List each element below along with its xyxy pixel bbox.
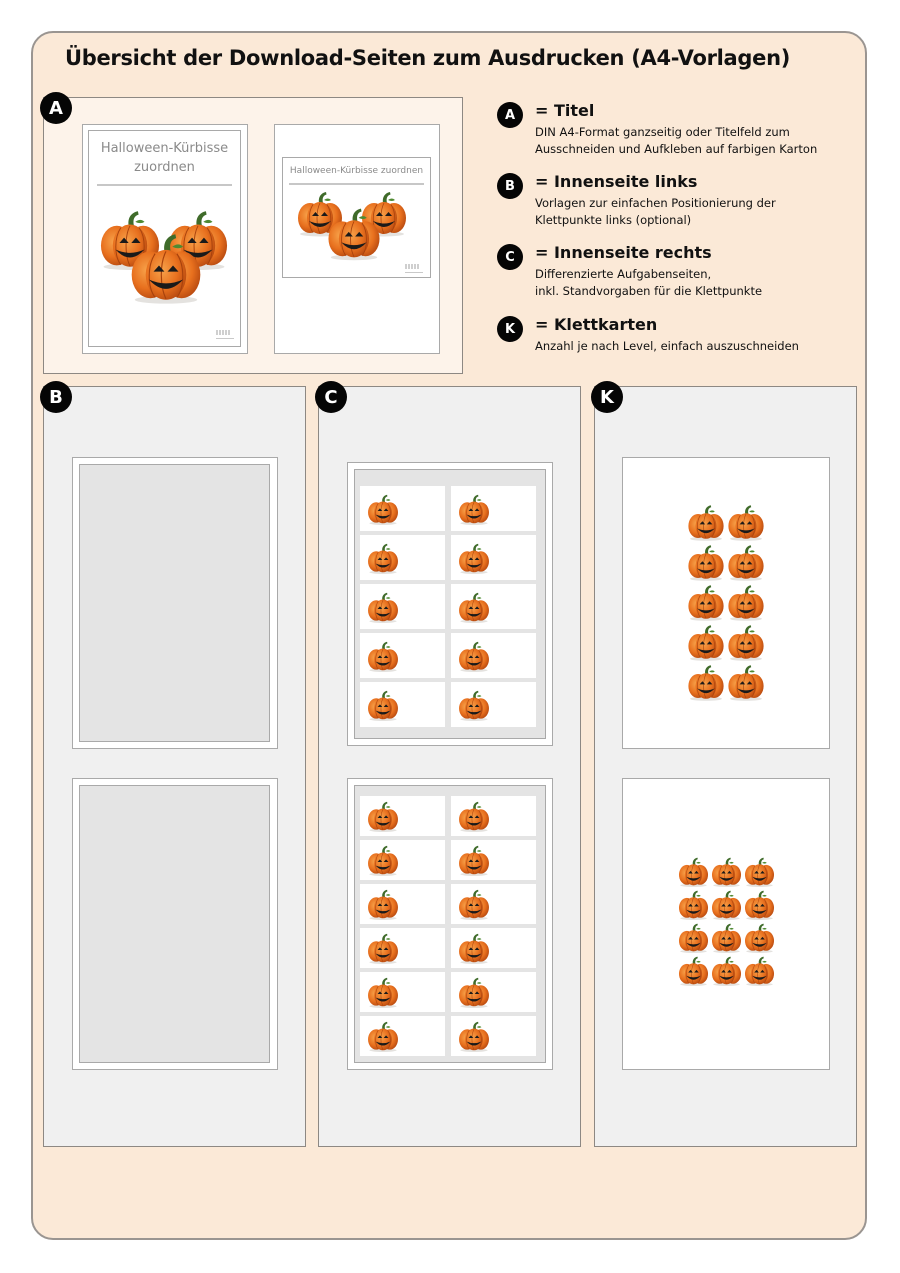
pumpkin-icon xyxy=(686,582,726,622)
pumpkin-icon xyxy=(366,931,400,965)
pumpkin-icon xyxy=(325,204,383,262)
b-template-area xyxy=(79,785,270,1063)
pumpkin-icon xyxy=(726,582,766,622)
publisher-logo-icon xyxy=(216,328,234,339)
pumpkin-icon xyxy=(710,888,743,921)
legend-line: Ausschneiden und Aufkleben auf farbigen Karton xyxy=(535,142,818,156)
task-card-slot xyxy=(451,884,536,924)
task-card-slot xyxy=(451,796,536,836)
pumpkin-icon xyxy=(677,921,710,954)
pumpkin-icon xyxy=(457,590,491,624)
pumpkin-icon xyxy=(726,662,766,702)
publisher-logo-icon xyxy=(405,262,423,273)
pumpkin-icon xyxy=(457,1019,491,1053)
badge-c: C xyxy=(315,381,347,413)
title-field-divider xyxy=(289,183,424,185)
task-card-slot xyxy=(451,633,536,678)
legend-line: Klettpunkte links (optional) xyxy=(535,213,692,227)
legend-line: inkl. Standvorgaben für die Klettpunkte xyxy=(535,284,763,298)
title-field xyxy=(282,157,431,278)
pumpkin-icon xyxy=(710,954,743,987)
pumpkin-icon xyxy=(366,887,400,921)
section-k-velcro-cards xyxy=(594,386,857,1147)
pumpkin-icon xyxy=(366,1019,400,1053)
task-card-slot xyxy=(360,796,445,836)
legend-heading: = Titel xyxy=(535,101,595,120)
section-c-right-pages xyxy=(318,386,581,1147)
pumpkin-icon xyxy=(457,541,491,575)
task-card-slot xyxy=(360,1016,445,1056)
cover-page-title-field xyxy=(274,124,440,354)
c-task-grid xyxy=(354,469,546,739)
pumpkin-icon xyxy=(457,639,491,673)
task-card-slot xyxy=(360,535,445,580)
pumpkin-icon xyxy=(710,921,743,954)
pumpkin-icon xyxy=(457,492,491,526)
pumpkin-icon xyxy=(457,688,491,722)
task-card-slot xyxy=(451,682,536,727)
cover-page-inner xyxy=(88,130,241,347)
task-card-slot xyxy=(360,928,445,968)
pumpkin-icon xyxy=(726,622,766,662)
pumpkin-icon xyxy=(743,954,776,987)
page-title: Übersicht der Download-Seiten zum Ausdrucken (A4-Vorlagen) xyxy=(65,46,791,70)
cover-divider xyxy=(97,184,232,186)
pumpkin-icon xyxy=(726,542,766,582)
b-template-area xyxy=(79,464,270,742)
c-task-page-2 xyxy=(347,778,553,1070)
pumpkin-icon xyxy=(366,975,400,1009)
legend-badge-b: B xyxy=(497,173,523,199)
k-cards-page-1 xyxy=(622,457,830,749)
pumpkin-icon xyxy=(743,921,776,954)
task-card-slot xyxy=(360,486,445,531)
badge-k: K xyxy=(591,381,623,413)
task-card-slot xyxy=(451,584,536,629)
cover-title-line1: Halloween-Kürbisse xyxy=(100,141,229,156)
b-template-page-2 xyxy=(72,778,278,1070)
pumpkin-icon xyxy=(457,975,491,1009)
legend-heading: = Innenseite rechts xyxy=(535,243,712,262)
legend-line: DIN A4-Format ganzseitig oder Titelfeld zum xyxy=(535,125,790,139)
section-b-left-pages xyxy=(43,386,306,1147)
legend-heading: = Innenseite links xyxy=(535,172,698,191)
pumpkin-icon xyxy=(686,622,726,662)
task-card-slot xyxy=(360,884,445,924)
pumpkin-icon xyxy=(710,855,743,888)
legend-description xyxy=(535,338,799,355)
pumpkin-icon xyxy=(366,639,400,673)
k-cards-page-2 xyxy=(622,778,830,1070)
pumpkin-icon xyxy=(457,887,491,921)
legend-line: Differenzierte Aufgabenseiten, xyxy=(535,267,712,281)
pumpkin-icon xyxy=(743,888,776,921)
badge-b: B xyxy=(40,381,72,413)
pumpkin-icon xyxy=(743,855,776,888)
pumpkin-icon xyxy=(686,502,726,542)
task-card-slot xyxy=(451,928,536,968)
legend-description xyxy=(535,266,762,300)
pumpkin-icon xyxy=(677,888,710,921)
pumpkin-icon xyxy=(366,590,400,624)
pumpkin-icon xyxy=(366,688,400,722)
task-card-slot xyxy=(360,972,445,1012)
legend-badge-k: K xyxy=(497,316,523,342)
title-field-text: Halloween-Kürbisse zuordnen xyxy=(289,166,424,176)
b-template-page-1 xyxy=(72,457,278,749)
pumpkin-icon xyxy=(366,541,400,575)
legend-description xyxy=(535,195,776,229)
pumpkin-icon xyxy=(686,542,726,582)
pumpkin-icon xyxy=(677,954,710,987)
task-card-slot xyxy=(451,486,536,531)
task-card-slot xyxy=(360,633,445,678)
cover-page-full xyxy=(82,124,248,354)
task-card-slot xyxy=(451,972,536,1012)
pumpkin-icon xyxy=(366,799,400,833)
c-task-grid xyxy=(354,785,546,1063)
task-card-slot xyxy=(360,682,445,727)
cover-title-line2: zuordnen xyxy=(134,160,195,175)
pumpkin-icon xyxy=(677,855,710,888)
pumpkin-icon xyxy=(457,843,491,877)
legend-badge-c: C xyxy=(497,244,523,270)
legend-badge-a: A xyxy=(497,102,523,128)
section-a-title-pages xyxy=(43,97,463,374)
pumpkin-icon xyxy=(366,492,400,526)
task-card-slot xyxy=(451,1016,536,1056)
legend-line: Vorlagen zur einfachen Positionierung der xyxy=(535,196,776,210)
task-card-slot xyxy=(451,840,536,880)
pumpkin-icon xyxy=(686,662,726,702)
legend-description xyxy=(535,124,817,158)
pumpkin-icon xyxy=(726,502,766,542)
badge-a: A xyxy=(40,92,72,124)
legend-line: Anzahl je nach Level, einfach auszuschneiden xyxy=(535,339,799,353)
task-card-slot xyxy=(451,535,536,580)
c-task-page-1 xyxy=(347,462,553,746)
pumpkin-icon xyxy=(457,799,491,833)
task-card-slot xyxy=(360,584,445,629)
pumpkin-icon xyxy=(366,843,400,877)
legend-heading: = Klettkarten xyxy=(535,315,658,334)
task-card-slot xyxy=(360,840,445,880)
pumpkin-icon xyxy=(457,931,491,965)
pumpkin-icon xyxy=(127,228,205,306)
